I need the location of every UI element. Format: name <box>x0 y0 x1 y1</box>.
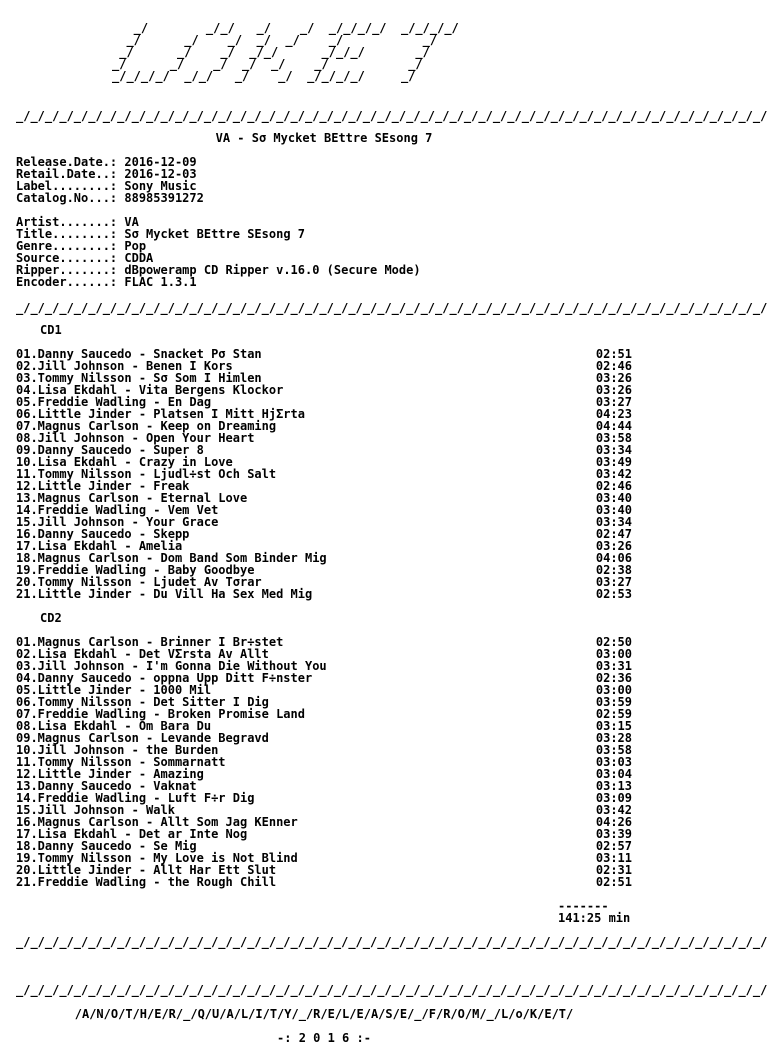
track-title: 02.Jill Johnson - Benen I Kors <box>16 359 233 373</box>
track-title: 14.Freddie Wadling - Luft F÷r Dig <box>16 791 255 805</box>
track-title: 18.Danny Saucedo - Se Mig <box>16 839 197 853</box>
info-label: Source.......: <box>16 251 125 265</box>
track-title: 11.Tommy Nilsson - Ljudl÷st Och Salt <box>16 467 277 481</box>
logo-ascii-art <box>0 22 648 82</box>
track-duration: 03:09 <box>595 791 632 805</box>
cd2-label: CD2 <box>40 611 62 625</box>
footer-year: -: 2 0 1 6 :- <box>277 1031 371 1045</box>
track-duration: 03:58 <box>595 431 632 445</box>
info-label: Artist.......: <box>16 215 125 229</box>
track-title: 19.Tommy Nilsson - My Love is Not Blind <box>16 851 298 865</box>
info-value: FLAC 1.3.1 <box>124 275 197 289</box>
track-title: 08.Jill Johnson - Open Your Heart <box>16 431 255 445</box>
track-title: 17.Lisa Ekdahl - Amelia <box>16 539 183 553</box>
track-title: 06.Little Jinder - Platsen I Mitt HjΣrta <box>16 407 305 421</box>
total-duration: 141:25 min <box>558 911 631 925</box>
track-title: 10.Jill Johnson - the Burden <box>16 743 219 757</box>
track-title: 13.Magnus Carlson - Eternal Love <box>16 491 248 505</box>
track-duration: 04:06 <box>595 551 632 565</box>
cd2-tracklist <box>16 636 632 888</box>
track-duration: 03:59 <box>595 695 632 709</box>
track-duration: 02:51 <box>595 347 632 361</box>
track-title: 05.Little Jinder - 1000 Mil <box>16 683 212 697</box>
track-title: 04.Lisa Ekdahl - Vita Bergens Klockor <box>16 383 284 397</box>
track-title: 12.Little Jinder - Freak <box>16 479 190 493</box>
logo-line-4: _/ _/ _/ _/ _/ _/ _/ <box>112 57 423 71</box>
track-title: 18.Magnus Carlson - Dom Band Som Binder Mig <box>16 551 327 565</box>
track-duration: 03:26 <box>595 371 632 385</box>
track-title: 04.Danny Saucedo - oppna Upp Ditt F÷nster <box>16 671 313 685</box>
info-value: 2016-12-09 <box>124 155 197 169</box>
track-duration: 03:39 <box>595 827 632 841</box>
footer-tagline: /A/N/O/T/H/E/R/_/Q/U/A/L/I/T/Y/_/R/E/L/E/A/S/E/_/F/R/O/M/_/L/o/K/E/T/ <box>74 1007 574 1021</box>
info-label: Label........: <box>16 179 125 193</box>
track-title: 07.Freddie Wadling - Broken Promise Land <box>16 707 305 721</box>
track-duration: 02:31 <box>595 863 632 877</box>
track-duration: 03:58 <box>595 743 632 757</box>
cd1-tracklist <box>16 348 632 600</box>
track-title: 05.Freddie Wadling - En Dag <box>16 395 212 409</box>
track-title: 12.Little Jinder - Amazing <box>16 767 204 781</box>
track-duration: 03:42 <box>595 467 632 481</box>
track-title: 21.Little Jinder - Du Vill Ha Sex Med Mig <box>16 587 313 601</box>
logo-line-5: _/_/_/_/ _/_/ _/ _/ _/_/_/_/ _/ <box>112 69 416 83</box>
track-title: 20.Tommy Nilsson - Ljudet Av Tσrar <box>16 575 262 589</box>
track-row <box>16 588 632 600</box>
separator-line: _/_/_/_/_/_/_/_/_/_/_/_/_/_/_/_/_/_/_/_/_/_/_/_/_/_/_/_/_/_/_/_/_/_/_/_/_/_/_/_/_/_/_/_/_/_/_/_/_/_/_/_/ <box>16 109 767 123</box>
track-title: 09.Magnus Carlson - Levande Begravd <box>16 731 269 745</box>
track-duration: 03:27 <box>595 575 632 589</box>
track-duration: 03:03 <box>595 755 632 769</box>
track-title: 21.Freddie Wadling - the Rough Chill <box>16 875 277 889</box>
info-label: Genre........: <box>16 239 125 253</box>
track-title: 06.Tommy Nilsson - Det Sitter I Dig <box>16 695 269 709</box>
info-label: Retail.Date..: <box>16 167 125 181</box>
info-value: dBpoweramp CD Ripper v.16.0 (Secure Mode) <box>124 263 421 277</box>
track-duration: 02:53 <box>595 587 632 601</box>
track-duration: 03:00 <box>595 647 632 661</box>
track-row <box>16 876 632 888</box>
track-duration: 02:59 <box>595 707 632 721</box>
total-rule: ------- <box>558 899 609 913</box>
track-duration: 04:44 <box>595 419 632 433</box>
track-duration: 02:50 <box>595 635 632 649</box>
info-value: VA <box>124 215 139 229</box>
track-duration: 02:47 <box>595 527 632 541</box>
release-info <box>16 156 632 204</box>
info-label: Ripper.......: <box>16 263 125 277</box>
track-title: 16.Danny Saucedo - Skepp <box>16 527 190 541</box>
track-title: 03.Tommy Nilsson - Sσ Som I Himlen <box>16 371 262 385</box>
track-duration: 03:11 <box>595 851 632 865</box>
track-duration: 02:36 <box>595 671 632 685</box>
track-title: 09.Danny Saucedo - Super 8 <box>16 443 204 457</box>
track-title: 19.Freddie Wadling - Baby Goodbye <box>16 563 255 577</box>
info-value: CDDA <box>124 251 154 265</box>
track-duration: 03:13 <box>595 779 632 793</box>
track-title: 20.Little Jinder - Allt Har Ett Slut <box>16 863 277 877</box>
cd1-label: CD1 <box>40 323 62 337</box>
info-label: Title........: <box>16 227 125 241</box>
info-value: 88985391272 <box>124 191 204 205</box>
media-info <box>16 216 632 288</box>
track-duration: 03:04 <box>595 767 632 781</box>
track-title: 10.Lisa Ekdahl - Crazy in Love <box>16 455 233 469</box>
track-duration: 03:34 <box>595 443 632 457</box>
separator-line: _/_/_/_/_/_/_/_/_/_/_/_/_/_/_/_/_/_/_/_/_/_/_/_/_/_/_/_/_/_/_/_/_/_/_/_/_/_/_/_/_/_/_/_/_/_/_/_/_/_/_/_/ <box>16 983 767 997</box>
track-title: 13.Danny Saucedo - Vaknat <box>16 779 197 793</box>
info-row <box>16 192 632 204</box>
track-title: 15.Jill Johnson - Walk <box>16 803 175 817</box>
info-value: 2016-12-03 <box>124 167 197 181</box>
track-duration: 02:38 <box>595 563 632 577</box>
logo-line-1: _/ _/_/ _/ _/ _/_/_/_/ _/_/_/_/ <box>112 21 459 35</box>
track-duration: 02:46 <box>595 479 632 493</box>
track-duration: 03:27 <box>595 395 632 409</box>
track-duration: 03:00 <box>595 683 632 697</box>
track-duration: 02:46 <box>595 359 632 373</box>
info-value: Pop <box>124 239 147 253</box>
track-title: 01.Magnus Carlson - Brinner I Br÷stet <box>16 635 284 649</box>
separator-line: _/_/_/_/_/_/_/_/_/_/_/_/_/_/_/_/_/_/_/_/_/_/_/_/_/_/_/_/_/_/_/_/_/_/_/_/_/_/_/_/_/_/_/_/_/_/_/_/_/_/_/_/ <box>16 935 767 949</box>
info-label: Catalog.No...: <box>16 191 125 205</box>
info-label: Release.Date.: <box>16 155 125 169</box>
track-title: 15.Jill Johnson - Your Grace <box>16 515 219 529</box>
track-duration: 03:34 <box>595 515 632 529</box>
track-duration: 03:31 <box>595 659 632 673</box>
track-duration: 04:26 <box>595 815 632 829</box>
separator-line: _/_/_/_/_/_/_/_/_/_/_/_/_/_/_/_/_/_/_/_/_/_/_/_/_/_/_/_/_/_/_/_/_/_/_/_/_/_/_/_/_/_/_/_/_/_/_/_/_/_/_/_/ <box>16 301 767 315</box>
track-duration: 03:49 <box>595 455 632 469</box>
track-duration: 02:51 <box>595 875 632 889</box>
track-duration: 03:40 <box>595 491 632 505</box>
info-row <box>16 276 632 288</box>
logo-line-2: _/ _/ _/ _/ _/ _/ _/ <box>112 33 438 47</box>
info-value: Sσ Mycket BEttre SEsong 7 <box>124 227 305 241</box>
track-title: 07.Magnus Carlson - Keep on Dreaming <box>16 419 277 433</box>
track-title: 17.Lisa Ekdahl - Det ar Inte Nog <box>16 827 248 841</box>
track-duration: 03:26 <box>595 539 632 553</box>
track-title: 08.Lisa Ekdahl - Om Bara Du <box>16 719 212 733</box>
track-duration: 03:15 <box>595 719 632 733</box>
track-title: 02.Lisa Ekdahl - Det VΣrsta Av Allt <box>16 647 269 661</box>
track-duration: 02:57 <box>595 839 632 853</box>
track-title: 14.Freddie Wadling - Vem Vet <box>16 503 219 517</box>
track-duration: 03:40 <box>595 503 632 517</box>
track-title: 11.Tommy Nilsson - Sommarnatt <box>16 755 226 769</box>
track-duration: 03:26 <box>595 383 632 397</box>
info-value: Sony Music <box>124 179 197 193</box>
track-duration: 03:28 <box>595 731 632 745</box>
logo-line-3: _/ _/ _/ _/_/ _/_/_/ _/ <box>112 45 430 59</box>
track-duration: 03:42 <box>595 803 632 817</box>
track-title: 01.Danny Saucedo - Snacket Pσ Stan <box>16 347 262 361</box>
track-duration: 04:23 <box>595 407 632 421</box>
info-label: Encoder......: <box>16 275 125 289</box>
track-title: 03.Jill Johnson - I'm Gonna Die Without You <box>16 659 327 673</box>
release-title: VA - Sσ Mycket BEttre SEsong 7 <box>215 131 433 145</box>
track-title: 16.Magnus Carlson - Allt Som Jag KEnner <box>16 815 298 829</box>
